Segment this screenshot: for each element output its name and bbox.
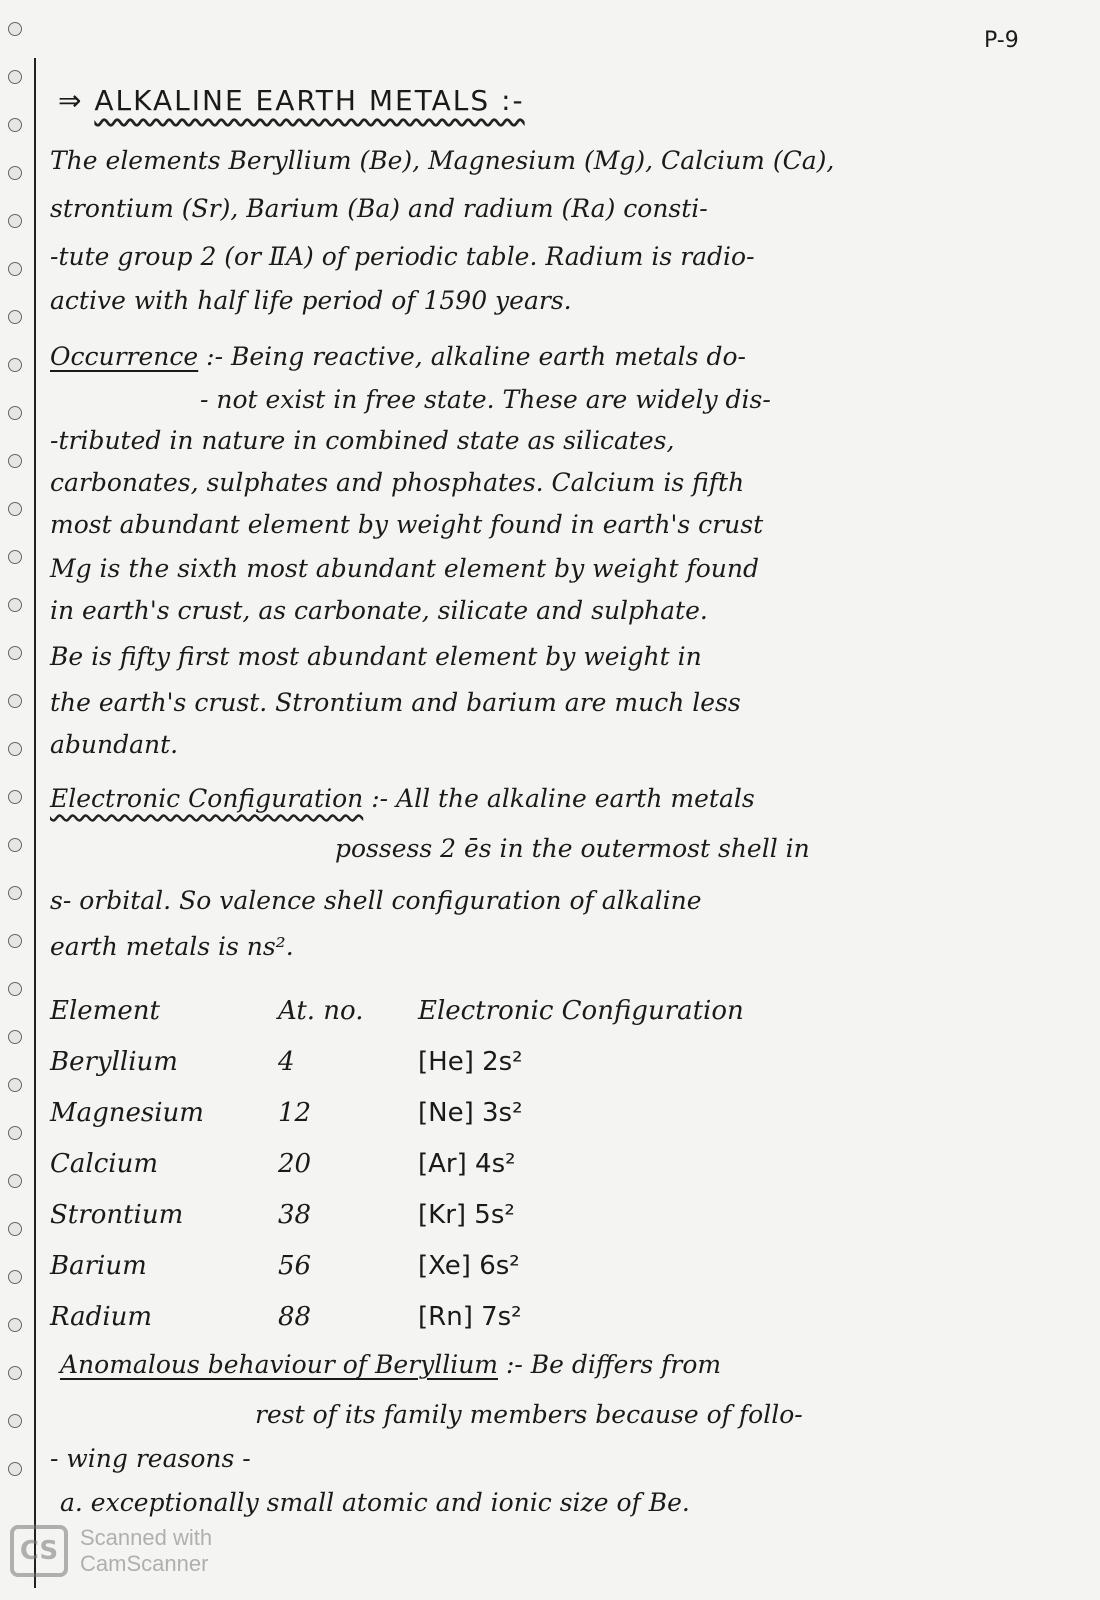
electron-config: [He] 2s² [418,1046,523,1077]
header-atno: At. no. [278,995,364,1026]
occurrence-line: -tributed in nature in combined state as silicates, [50,426,675,455]
occurrence-line: abundant. [50,730,179,759]
table-row [50,1087,838,1138]
atomic-number: 88 [278,1301,312,1332]
anomalous-line: - wing reasons - [50,1444,251,1473]
occurrence-first-line [50,344,746,369]
atomic-number: 12 [278,1097,312,1128]
electronic-first-line [50,786,755,811]
configuration-table [50,985,838,1342]
occurrence-line: :- Being reactive, alkaline earth metals do- [206,342,746,371]
electronic-line: possess 2 ēs in the outermost shell in [335,834,810,863]
electronic-heading: Electronic Configuration [50,784,364,813]
arrow-icon: ⇒ [58,84,84,117]
occurrence-line: Be is fifty first most abundant element by weight in [50,642,702,671]
anomalous-first-line [60,1352,721,1377]
watermark-text [80,1525,212,1577]
occurrence-line: - not exist in free state. These are widely dis- [200,385,771,414]
margin-line [34,58,36,1588]
watermark-line1: Scanned with [80,1525,213,1550]
table-row [50,1138,838,1189]
anomalous-line: a. exceptionally small atomic and ionic size of Be. [60,1488,690,1517]
atomic-number: 56 [278,1250,312,1281]
title-text: ALKALINE EARTH METALS :- [94,84,525,117]
occurrence-line: Mg is the sixth most abundant element by weight found [50,554,759,583]
table-row [50,1291,838,1342]
electron-config: [Kr] 5s² [418,1199,515,1230]
occurrence-line: carbonates, sulphates and phosphates. Calcium is fifth [50,468,745,497]
electron-config: [Ar] 4s² [418,1148,516,1179]
electron-config: [Ne] 3s² [418,1097,523,1128]
anomalous-line: rest of its family members because of follo- [255,1400,803,1429]
element-name: Barium [50,1250,147,1281]
element-name: Calcium [50,1148,158,1179]
element-name: Beryllium [50,1046,178,1077]
anomalous-line: :- Be differs from [505,1350,722,1379]
header-element: Element [50,995,160,1026]
anomalous-heading: Anomalous behaviour of Beryllium [60,1350,499,1379]
table-header-row [50,985,838,1036]
camscanner-watermark [10,1525,212,1577]
table-row [50,1036,838,1087]
camscanner-logo-icon: CS [10,1525,68,1577]
electronic-line: s- orbital. So valence shell configuration of alkaline [50,886,702,915]
occurrence-line: in earth's crust, as carbonate, silicate and sulphate. [50,596,708,625]
electronic-line: earth metals is ns². [50,932,294,961]
electron-config: [Rn] 7s² [418,1301,522,1332]
atomic-number: 20 [278,1148,312,1179]
header-config: Electronic Configuration [418,995,744,1026]
table-row [50,1189,838,1240]
electronic-line: :- All the alkaline earth metals [371,784,755,813]
intro-line: strontium (Sr), Barium (Ba) and radium (Ra) consti- [50,194,708,223]
occurrence-line: most abundant element by weight found in earth's crust [50,510,764,539]
occurrence-heading: Occurrence [50,342,199,371]
occurrence-line: the earth's crust. Strontium and barium are much less [50,688,741,717]
page-number: P-9 [984,28,1019,53]
element-name: Strontium [50,1199,184,1230]
element-name: Magnesium [50,1097,204,1128]
intro-line: -tute group 2 (or ⅡA) of periodic table. Radium is radio- [50,242,755,271]
intro-line: The elements Beryllium (Be), Magnesium (Mg), Calcium (Ca), [50,146,835,175]
spiral-holes [8,22,34,1582]
electron-config: [Xe] 6s² [418,1250,520,1281]
element-name: Radium [50,1301,153,1332]
page-title [58,84,525,117]
watermark-line2: CamScanner [80,1551,209,1576]
intro-line: active with half life period of 1590 years. [50,286,572,315]
atomic-number: 4 [278,1046,295,1077]
atomic-number: 38 [278,1199,312,1230]
table-row [50,1240,838,1291]
